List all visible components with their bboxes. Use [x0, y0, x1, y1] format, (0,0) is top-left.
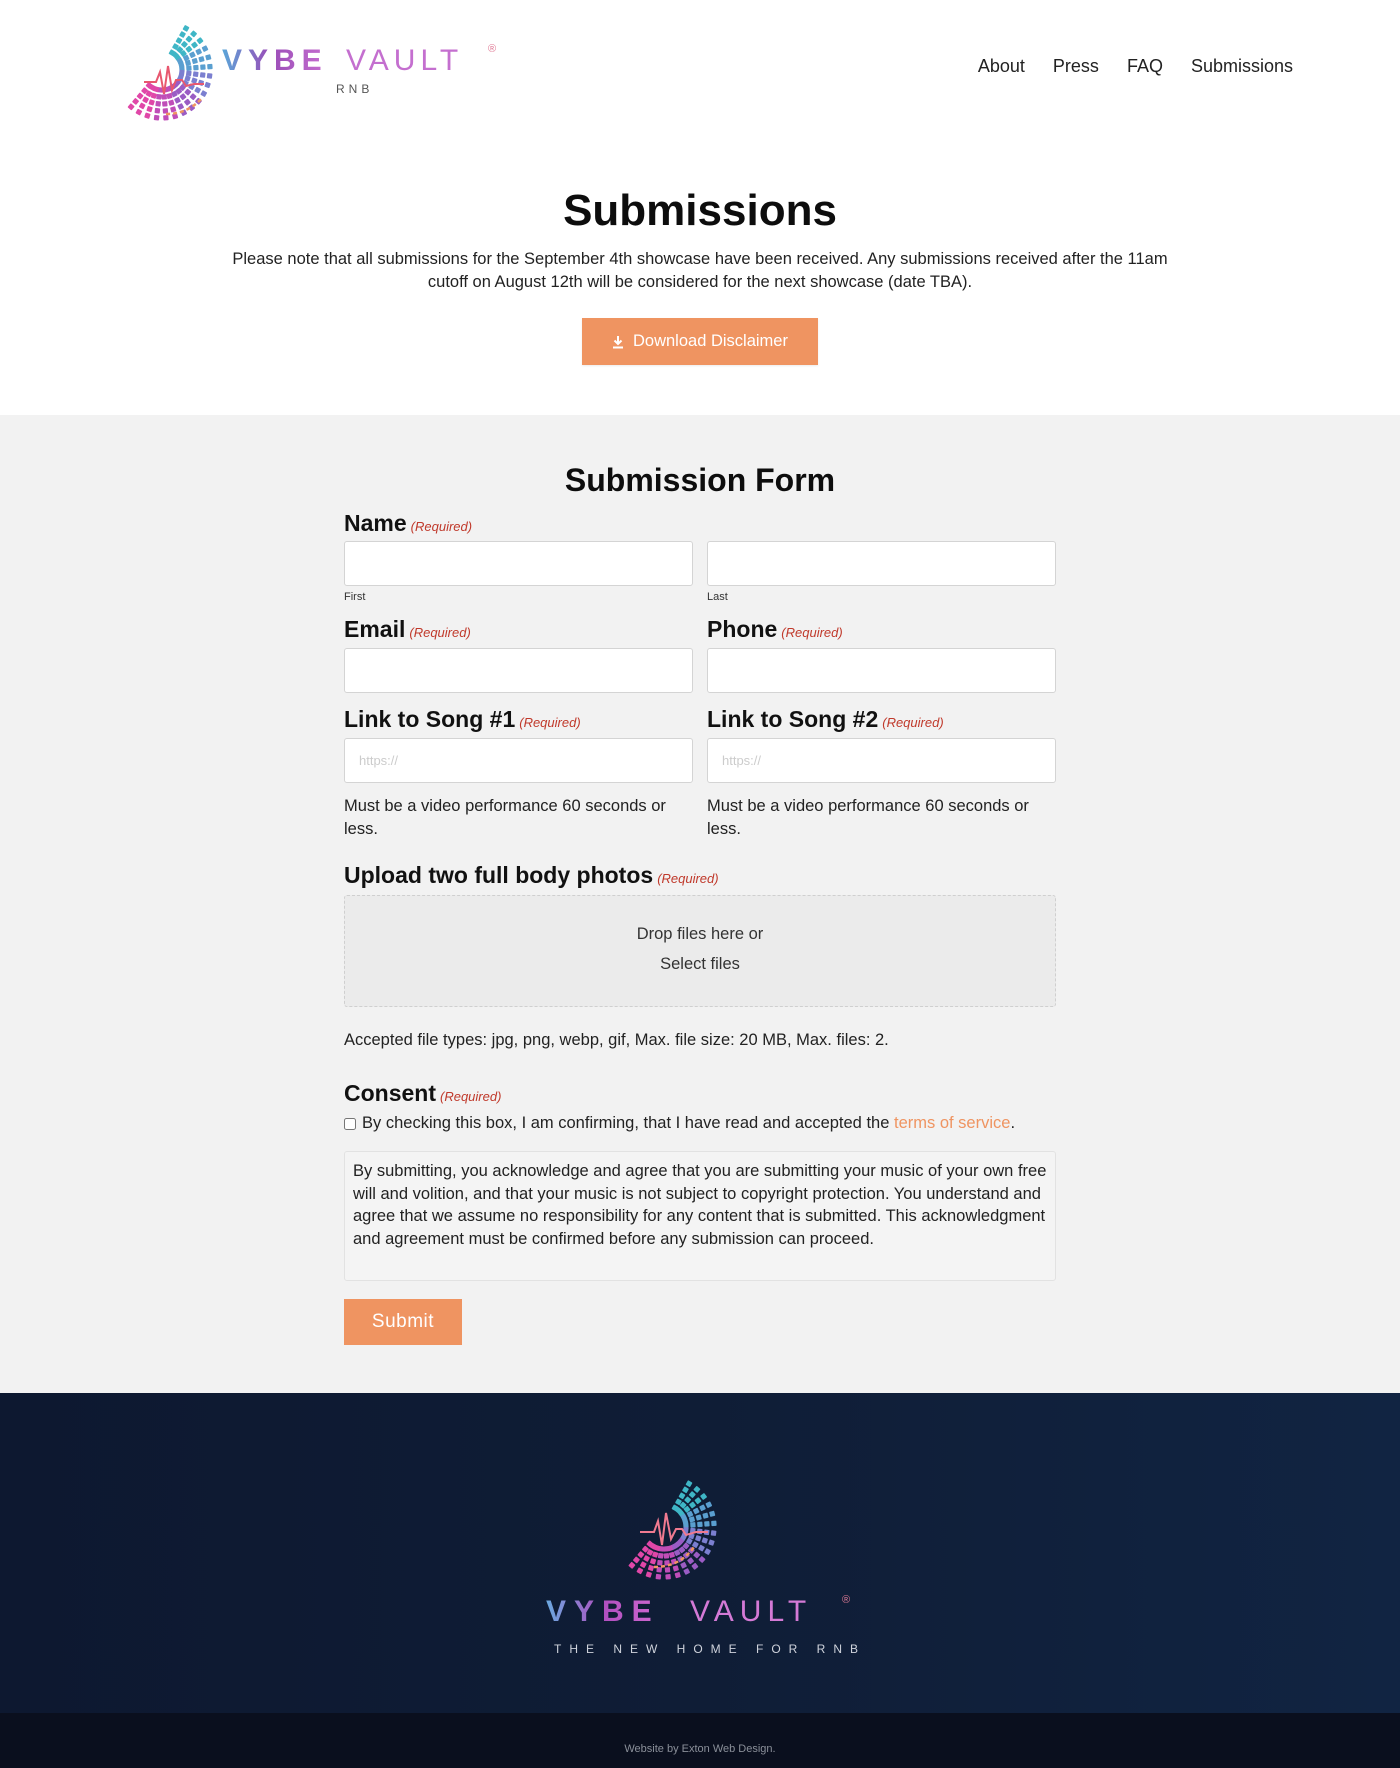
logo-arc-segment [699, 1504, 706, 1511]
svg-text:®: ® [488, 43, 497, 55]
logo-arc-segment [170, 106, 176, 112]
logo-arc-segment [673, 1565, 679, 1571]
song1-help-text: Must be a video performance 60 seconds or less. [344, 797, 666, 838]
submission-form-section [0, 415, 1400, 1393]
main-nav [978, 56, 1293, 77]
acknowledgement-box: By submitting, you acknowledge and agree that you are submitting your music of your own free will and volition, and that your music is not subject to copyright protection. You understand and agree that we assume no responsibility for any content that is submitted. This acknowledgment and agreement must be confirmed before any submission can proceed. [344, 1151, 1056, 1281]
logo-arc-segment [689, 1491, 696, 1498]
logo-arc-segment [155, 108, 161, 114]
logo-arc-segment [155, 101, 161, 107]
logo-arc-segment [685, 1480, 692, 1487]
svg-text:RNB: RNB [336, 82, 374, 96]
accepted-file-types: Accepted file types: jpg, png, webp, gif, Max. file size: 20 MB, Max. files: 2. [344, 1031, 889, 1049]
footer-logo-mark-icon [540, 1439, 860, 1679]
logo-arc-segment [193, 71, 199, 77]
email-label: Email (Required) [344, 616, 471, 642]
logo-arc-segment [162, 101, 168, 107]
logo-arc-segment [181, 41, 188, 48]
logo-arc-segment [657, 1560, 663, 1566]
logo-arc-segment [636, 1567, 643, 1574]
required-tag: (Required) [409, 625, 471, 640]
logo-arc-segment [198, 80, 205, 87]
nav-faq[interactable]: FAQ [1126, 56, 1163, 76]
logo-arc-segment [648, 1565, 655, 1572]
logo-arc-segment [693, 1551, 700, 1558]
logo-arc-segment [698, 1556, 705, 1563]
logo-arc-segment [184, 88, 191, 95]
consent-checkbox[interactable] [344, 1118, 356, 1130]
upload-label: Upload two full body photos (Required) [344, 862, 719, 888]
required-tag: (Required) [781, 625, 843, 640]
logo-arc-segment [135, 109, 142, 116]
logo-arc-segment [702, 1537, 709, 1544]
logo-arc-segment [200, 72, 206, 78]
logo-arc-segment [665, 1574, 671, 1580]
consent-label: Consent (Required) [344, 1080, 502, 1106]
logo-arc-segment [179, 31, 186, 38]
svg-text:THE NEW HOME FOR RNB: THE NEW HOME FOR RNB [554, 1642, 860, 1656]
logo-arc-segment [202, 45, 209, 52]
consent-period: . [1010, 1114, 1016, 1132]
logo-arc-segment [658, 1553, 664, 1559]
logo-arc-segment [709, 1511, 715, 1517]
logo-arc-segment [674, 1572, 680, 1578]
svg-text:VAULT: VAULT [690, 1595, 813, 1628]
logo-arc-segment [696, 1514, 702, 1520]
required-tag: (Required) [657, 871, 719, 886]
logo-arc-segment [132, 98, 139, 105]
logo-arc-segment [177, 103, 184, 110]
terms-of-service-link[interactable]: terms of service [893, 1114, 1011, 1132]
logo-arc-segment [650, 1558, 657, 1565]
logo-arc-segment [185, 35, 192, 42]
logo-arc-segment [711, 1530, 717, 1536]
download-disclaimer-label: Download Disclaimer [633, 332, 788, 350]
logo-arc-segment [198, 56, 204, 62]
svg-text:VYBE: VYBE [546, 1595, 660, 1628]
logo-arc-segment [161, 94, 167, 100]
required-tag: (Required) [410, 519, 473, 534]
required-tag: (Required) [440, 1089, 502, 1104]
site-header [0, 0, 1400, 140]
last-name-input[interactable] [707, 541, 1056, 586]
logo-arc-segment [693, 1508, 700, 1515]
drop-files-text: Drop files here or [636, 925, 764, 943]
logo-arc-segment [680, 1562, 687, 1569]
logo-arc-segment [690, 1522, 696, 1528]
logo-arc-segment [136, 92, 143, 99]
phone-label: Phone (Required) [707, 616, 843, 642]
download-disclaimer-button[interactable] [582, 318, 818, 365]
logo-arc-segment [191, 77, 198, 84]
logo-arc-segment [200, 90, 207, 97]
site-footer [0, 1393, 1400, 1713]
logo-arc-segment [694, 1497, 701, 1504]
logo-arc-segment [194, 87, 201, 94]
logo-arc-segment [708, 1539, 715, 1546]
logo-arc-segment [142, 96, 149, 103]
logo-arc-segment [191, 41, 198, 48]
logo-arc-segment [195, 48, 202, 55]
logo-arc-segment [697, 1522, 703, 1528]
logo-arc-segment [144, 112, 151, 119]
logo-arc-segment [637, 1551, 644, 1558]
download-icon [612, 335, 624, 349]
file-dropzone[interactable] [344, 895, 1056, 1007]
first-name-sublabel: First [344, 591, 366, 603]
logo-arc-segment [190, 30, 197, 37]
logo-arc-segment [205, 54, 211, 60]
logo-arc-segment [168, 99, 174, 105]
logo-arc-segment [207, 73, 213, 79]
logo-arc-segment [186, 70, 192, 76]
logo-arc-segment [684, 1496, 691, 1503]
logo-arc-segment [633, 1556, 640, 1563]
consent-row [344, 1114, 1015, 1133]
logo-arc-segment [192, 58, 198, 64]
logo-arc-segment [704, 1521, 710, 1527]
first-name-input[interactable] [344, 541, 693, 586]
logo-arc-segment [695, 1535, 702, 1542]
logo-arc-segment [207, 64, 213, 70]
logo-arc-segment [704, 1548, 711, 1555]
logo-arc-segment [185, 46, 192, 53]
name-label: Name (Required) [344, 510, 473, 536]
site-credit: Website by Exton Web Design. [624, 1743, 776, 1755]
logo-arc-segment [702, 1513, 708, 1519]
logo-arc-segment [179, 93, 186, 100]
logo-arc-segment [691, 1563, 698, 1570]
logo-arc-segment [154, 115, 160, 121]
song2-url-input[interactable] [707, 738, 1056, 783]
logo-arc-segment [200, 64, 206, 70]
required-tag: (Required) [882, 715, 944, 730]
nav-press[interactable]: Press [1052, 56, 1099, 76]
nav-submissions[interactable]: Submissions [1190, 56, 1293, 76]
logo-arc-segment [146, 106, 153, 113]
logo-arc-segment [186, 65, 192, 71]
logo-arc-segment [182, 25, 189, 32]
logo-mark-icon [104, 10, 504, 130]
logo-arc-segment [189, 93, 196, 100]
logo-arc-segment [646, 1571, 653, 1578]
logo-arc-segment [196, 37, 203, 44]
svg-text:VYBE: VYBE [222, 44, 328, 77]
logo-arc-segment [127, 103, 134, 110]
logo-arc-segment [698, 1545, 705, 1552]
logo-arc-segment [174, 97, 181, 104]
song2-help-text: Must be a video performance 60 seconds or less. [707, 797, 1029, 838]
logo-arc-segment [683, 1568, 690, 1575]
song1-label: Link to Song #1 (Required) [344, 706, 581, 732]
bottom-credit-bar [0, 1713, 1400, 1768]
logo-arc-segment [628, 1562, 635, 1569]
logo-arc-segment [689, 1501, 696, 1508]
svg-text:®: ® [842, 1594, 851, 1606]
footer-logo [540, 1439, 860, 1679]
logo-arc-segment [687, 1557, 694, 1564]
logo-arc-segment [705, 1501, 712, 1508]
song1-url-input[interactable] [344, 738, 693, 783]
logo-arc-segment [669, 1552, 675, 1558]
logo-arc-segment [193, 65, 199, 71]
page-title: Submissions [563, 186, 837, 235]
logo-arc-segment [711, 1521, 717, 1527]
logo-arc-segment [156, 94, 162, 100]
logo-arc-segment [640, 1561, 647, 1568]
submit-button[interactable]: Submit [344, 1299, 462, 1345]
logo-arc-segment [139, 102, 146, 109]
site-logo[interactable] [104, 10, 504, 130]
logo-arc-segment [678, 1492, 685, 1499]
song2-label: Link to Song #2 (Required) [707, 706, 944, 732]
logo-arc-segment [700, 1493, 707, 1500]
logo-arc-segment [163, 115, 169, 121]
logo-arc-segment [643, 1555, 650, 1562]
phone-input[interactable] [707, 648, 1056, 693]
svg-text:VAULT: VAULT [346, 44, 464, 77]
logo-arc-segment [693, 1486, 700, 1493]
logo-arc-segment [148, 99, 155, 106]
email-input[interactable] [344, 648, 693, 693]
logo-arc-segment [656, 1574, 662, 1580]
last-name-sublabel: Last [707, 591, 728, 603]
logo-arc-segment [682, 1486, 689, 1493]
logo-arc-segment [204, 82, 211, 89]
logo-arc-segment [664, 1553, 670, 1559]
form-title: Submission Form [564, 462, 836, 498]
intro-section [0, 140, 1400, 415]
logo-arc-segment [665, 1567, 671, 1573]
nav-about[interactable]: About [977, 56, 1025, 76]
select-files-button[interactable]: Select files [660, 955, 740, 973]
logo-arc-segment [184, 99, 191, 106]
submission-note: Please note that all submissions for the September 4th showcase have been received. Any submissions received after the 11am cutoff on August 12th will be considered for the next showcase (date TBA). [232, 250, 1168, 291]
consent-text: By checking this box, I am confirming, that I have read and accepted the [362, 1114, 890, 1132]
logo-arc-segment [175, 37, 182, 44]
logo-arc-segment [689, 1516, 695, 1522]
required-tag: (Required) [519, 715, 581, 730]
logo-arc-segment [189, 51, 196, 58]
